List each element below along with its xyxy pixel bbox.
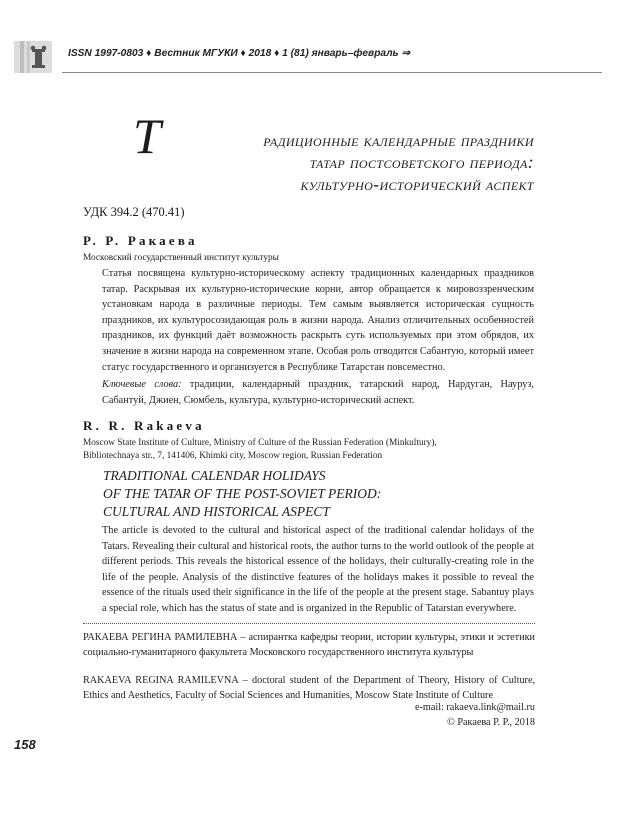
header-issue: 1 (81) январь–февраль — [282, 48, 399, 59]
bio-ru — [83, 630, 535, 660]
bio-en — [83, 673, 535, 703]
bio-en-name: RAKAEVA REGINA RAMILEVNA — [83, 675, 239, 686]
keywords-ru — [102, 377, 534, 408]
author-name-en: R. R. Rakaeva — [83, 418, 205, 433]
copyright: © Ракаева Р. Р., 2018 — [447, 717, 535, 728]
contact-block — [415, 700, 535, 730]
affiliation-en-line-2: Bibliotechnaya str., 7, 141406, Khimki city, Moscow region, Russian Federation — [83, 451, 383, 461]
header-separator: ♦ — [146, 48, 152, 59]
keywords-label: Ключевые слова: — [102, 379, 182, 390]
page-number: 158 — [14, 737, 36, 752]
bio-ru-name: РАКАЕВА РЕГИНА РАМИЛЕВНА — [83, 632, 238, 643]
header-separator: ♦ — [240, 48, 246, 59]
bio-en-text: – doctoral student of the Department of Theory, History of Culture, Ethics and Aesthetics, Faculty of Social Sciences and Humanities, Moscow State Institute of Culture — [83, 675, 536, 701]
header-journal: Вестник МГУКИ — [154, 48, 238, 59]
header-arrow-icon: ⇒ — [401, 48, 410, 59]
dotted-divider — [83, 623, 535, 624]
title-line-2: татар постсоветского периода: — [309, 152, 534, 172]
journal-logo — [14, 41, 52, 73]
email-link[interactable]: e-mail: rakaeva.link@mail.ru — [415, 702, 535, 713]
header-separator: ♦ — [274, 48, 280, 59]
keywords-list: традиции, календарный праздник, татарский народ, Нардуган, Науруз, Сабантуй, Джиен, Сюмбель, культура, культурно-исторический аспект. — [102, 379, 534, 406]
bio-ru-text: – аспирантка кафедры теории, истории культуры, этики и эстетики социально-гуманитарного факультета Московского государственного института культуры — [83, 632, 535, 658]
abstract-ru: Статья посвящена культурно-историческому аспекту традиционных календарных праздников татар. Раскрывая их культурно-исторические корни, автор обращается к мировоззренческим установкам народа в различные периоды. Тем самым выявляется историческая сущность праздников, их культуросозидающая роль в жизни народа. Анализ отличительных особенностей праздников, их функций даёт возможность раскрыть суть используемых при этом обрядов, их значение в жизни народа на современном этапе. Особая роль отводится Сабантую, который имеет статус государственного и организуется в Республике Татарстан повсеместно. — [102, 268, 534, 373]
running-header — [68, 48, 410, 59]
title-en — [103, 467, 381, 521]
title-en-line-1: TRADITIONAL CALENDAR HOLIDAYS — [103, 468, 326, 483]
abstract-en: The article is devoted to the cultural and historical aspect of the traditional calendar holidays of the Tatars. Revealing their cultural and historical roots, the author turns to the world outlook of the people at different periods. This reveals the historical essence of the holidays, their culturally-creating role in the life of the people. Analysis of the distinctive features of the holidays makes it possible to reveal the essence of the rituals used their significance in the life of the people at the present stage. Sabantuy plays a special role, which has the status of state and is organized in the Republic of Tatarstan everywhere. — [102, 525, 534, 614]
title-dropcap: Т — [133, 108, 161, 164]
title-line-1: радиционные календарные праздники — [263, 130, 534, 150]
title-line-3: культурно-исторический аспект — [300, 174, 534, 194]
header-issn: ISSN 1997-0803 — [68, 48, 144, 59]
title-en-line-2: OF THE TATAR OF THE POST-SOVIET PERIOD: — [103, 486, 382, 501]
header-year: 2018 — [248, 48, 272, 59]
author-name-ru: Р. Р. Ракаева — [83, 233, 198, 248]
title-en-line-3: CULTURAL AND HISTORICAL ASPECT — [103, 504, 330, 519]
affiliation-en-line-1: Moscow State Institute of Culture, Ministry of Culture of the Russian Federation (Minkultury), — [83, 438, 437, 448]
affiliation-ru: Московский государственный институт культуры — [83, 253, 279, 263]
udk-code: УДК 394.2 (470.41) — [83, 205, 185, 219]
